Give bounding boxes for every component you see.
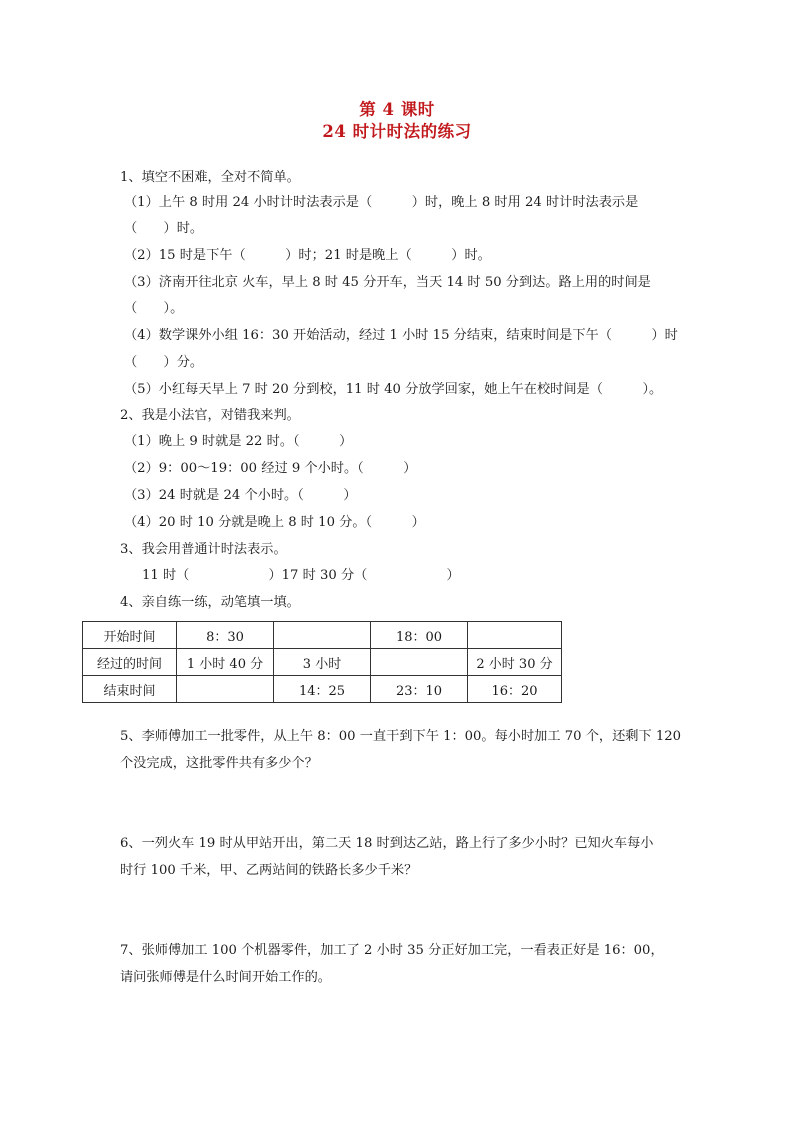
row-label-duration: 经过的时间 [83, 649, 177, 676]
q1-item-2: （2）15 时是下午（ ）时；21 时是晚上（ ）时。 [124, 248, 491, 263]
q5-text-2: 个没完成，这批零件共有多少个？ [120, 756, 318, 771]
q1-item-4-cont: （ ）分。 [124, 355, 204, 370]
table-cell: 2 小时 30 分 [468, 649, 562, 676]
q2-item-3: （3）24 时就是 24 个小时。（ ） [124, 488, 357, 503]
q2-item-4: （4）20 时 10 分就是晚上 8 时 10 分。（ ） [124, 515, 425, 530]
q1-item-1: （1）上午 8 时用 24 小时计时法表示是（ ）时，晚上 8 时用 24 时计时法表示是 [124, 195, 639, 210]
table-cell [371, 649, 468, 676]
table-row [83, 622, 562, 649]
q1-item-3: （3）济南开往北京 火车，早上 8 时 45 分开车，当天 14 时 50 分到达。路上用的时间是 [124, 275, 651, 290]
q6-text-2: 时行 100 千米，甲、乙两站间的铁路长多少千米？ [120, 863, 418, 878]
q5-text-1: 5、李师傅加工一批零件，从上午 8：00 一直干到下午 1：00。每小时加工 70 个，还剩下 120 [120, 729, 682, 744]
q1-item-1-cont: （ ）时。 [124, 221, 204, 236]
time-table [82, 621, 562, 703]
page-title: 24 时计时法的练习 [322, 122, 472, 141]
q2-item-2: （2）9：00～19：00 经过 9 个小时。（ ） [124, 461, 417, 476]
table-row [83, 649, 562, 676]
table-cell [468, 622, 562, 649]
table-cell: 14：25 [274, 676, 371, 703]
table-row [83, 676, 562, 703]
q1-item-4: （4）数学课外小组 16：30 开始活动，经过 1 小时 15 分结束，结束时间是下午（ ）时 [124, 328, 678, 343]
table-cell [274, 622, 371, 649]
table-cell [177, 676, 274, 703]
table-cell: 23：10 [371, 676, 468, 703]
table-cell: 16：20 [468, 676, 562, 703]
q1-heading: 1、填空不困难，全对不简单。 [120, 170, 300, 185]
q1-item-3-cont: （ ）。 [124, 301, 184, 316]
q7-text-1: 7、张师傅加工 100 个机器零件，加工了 2 小时 35 分正好加工完，一看表正好是 16：00， [120, 943, 664, 958]
q3-heading: 3、我会用普通计时法表示。 [120, 542, 287, 557]
table-cell: 18：00 [371, 622, 468, 649]
q3-item-1: 11 时（ ）17 时 30 分（ ） [142, 568, 460, 583]
lesson-number: 第 4 课时 [359, 100, 435, 119]
row-label-start: 开始时间 [83, 622, 177, 649]
q2-item-1: （1）晚上 9 时就是 22 时。（ ） [124, 434, 353, 449]
q7-text-2: 请问张师傅是什么时间开始工作的。 [120, 970, 331, 985]
q6-text-1: 6、一列火车 19 时从甲站开出，第二天 18 时到达乙站，路上行了多少小时？已知火车每小 [120, 836, 654, 851]
row-label-end: 结束时间 [83, 676, 177, 703]
q2-heading: 2、我是小法官，对错我来判。 [120, 408, 300, 423]
table-cell: 8：30 [177, 622, 274, 649]
q1-item-5: （5）小红每天早上 7 时 20 分到校，11 时 40 分放学回家，她上午在校时间是（ ）。 [124, 382, 663, 397]
q4-heading: 4、亲自练一练，动笔填一填。 [120, 595, 300, 610]
table-cell: 1 小时 40 分 [177, 649, 274, 676]
table-cell: 3 小时 [274, 649, 371, 676]
